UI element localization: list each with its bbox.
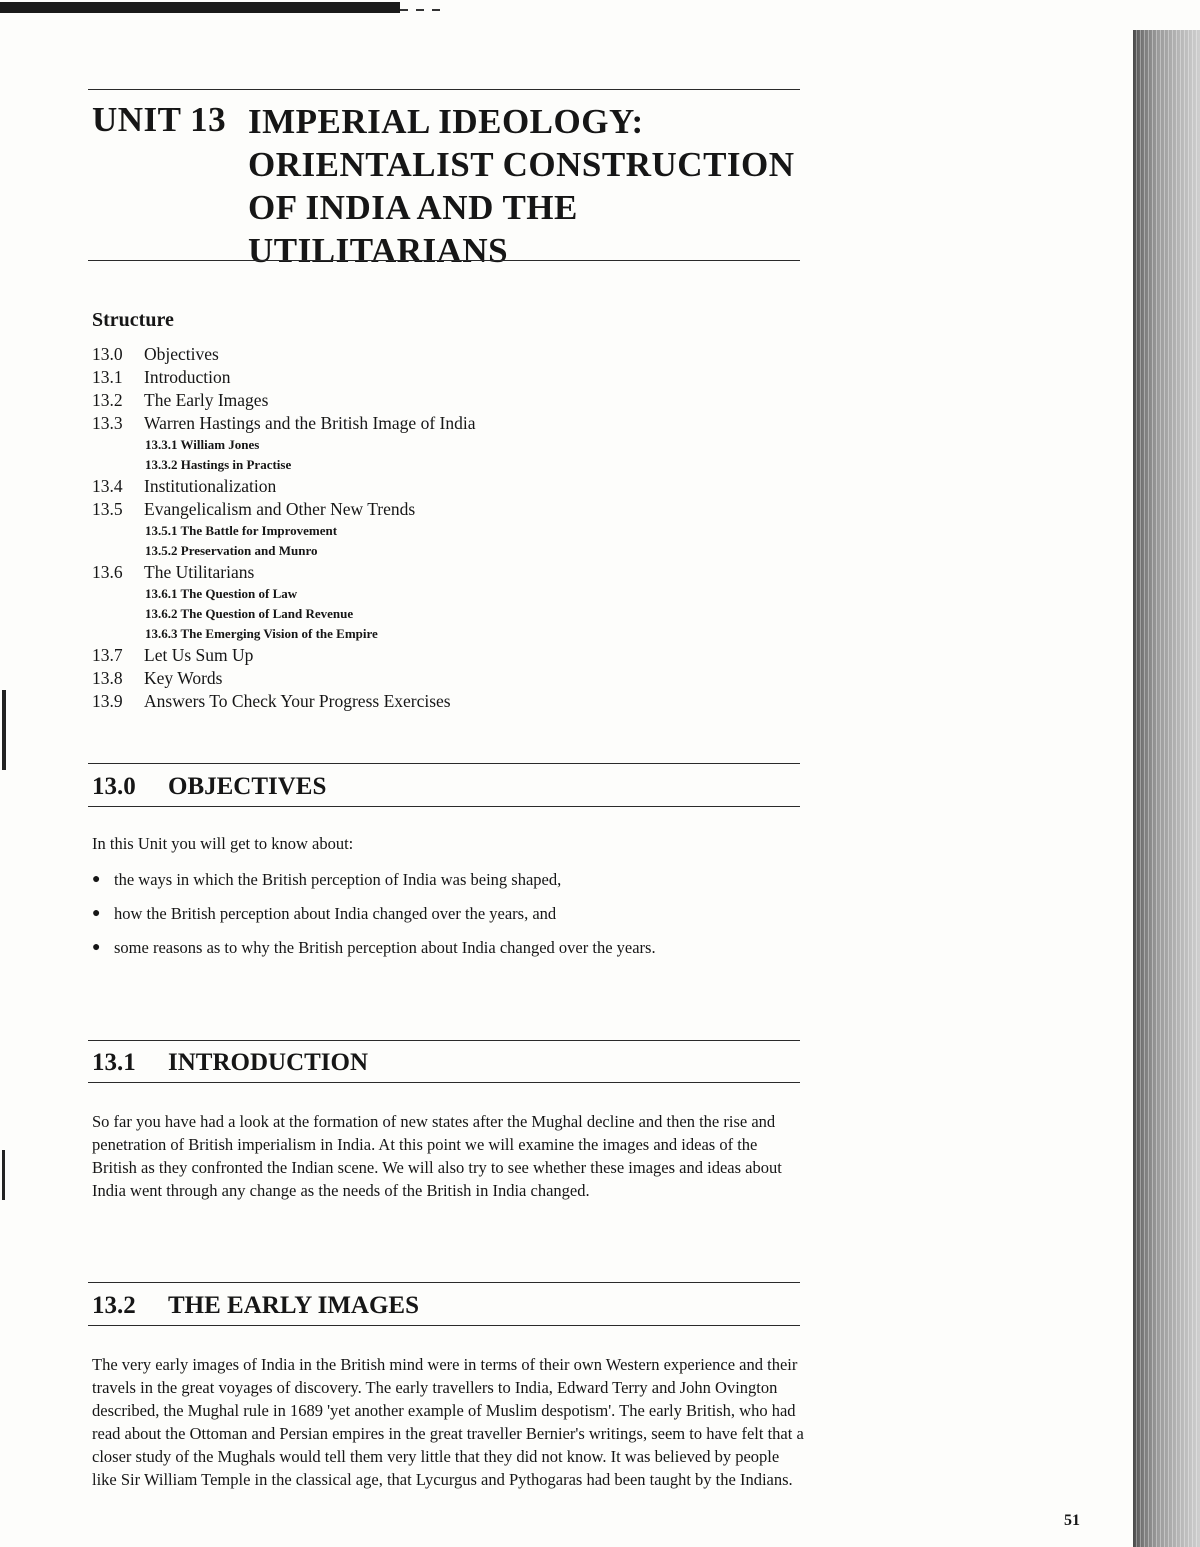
toc-subitem: 13.3.1 William Jones [145,437,260,452]
toc-item-number: 13.4 [92,476,123,496]
margin-mark [2,1150,5,1200]
toc-item [92,366,475,389]
toc-item [92,498,475,521]
toc-item-number: 13.2 [92,390,123,410]
toc-item-label: The Utilitarians [144,562,255,582]
toc-subitem: 13.3.2 Hastings in Practise [145,457,292,472]
unit-title-line: ORIENTALIST CONSTRUCTION [248,145,795,184]
toc-item-label: Evangelicalism and Other New Trends [144,499,416,519]
scanned-page-edge [1133,30,1200,1547]
toc-item-label: Let Us Sum Up [144,645,254,665]
toc-item-label: Objectives [144,344,219,364]
toc-item [92,690,475,713]
toc-subitem: 13.6.1 The Question of Law [145,586,298,601]
bullet-icon: ● [92,906,101,921]
section-top-rule [88,1040,800,1041]
section-number: 13.0 [92,773,136,800]
toc-item-label: Introduction [144,367,231,387]
list-item [92,868,792,891]
toc-item-number: 13.5 [92,499,123,519]
toc-subitem: 13.6.3 The Emerging Vision of the Empire [145,626,378,641]
toc-item-label: Warren Hastings and the British Image of India [144,413,476,433]
toc-subitem: 13.6.2 The Question of Land Revenue [145,606,354,621]
section-number: 13.1 [92,1049,136,1076]
bullet-text: the ways in which the British perception of India was being shaped, [114,870,562,889]
unit-title-line: IMPERIAL IDEOLOGY: [248,102,644,141]
section-title: OBJECTIVES [168,773,327,800]
margin-mark [2,690,6,770]
toc-item-number: 13.3 [92,413,123,433]
toc-item-label: Key Words [144,668,223,688]
toc-item [92,475,475,498]
section-top-rule [88,1282,800,1283]
page-number: 51 [1064,1512,1080,1529]
unit-title-line: OF INDIA AND THE [248,188,578,227]
objectives-intro: In this Unit you will get to know about: [92,834,354,853]
objectives-list [92,868,792,970]
section-bottom-rule [88,806,800,807]
section-title: THE EARLY IMAGES [168,1292,419,1319]
section-title: INTRODUCTION [168,1049,369,1076]
early-images-heading [92,1292,419,1320]
toc-item-number: 13.9 [92,691,123,711]
section-bottom-rule [88,1082,800,1083]
toc-item-label: Answers To Check Your Progress Exercises [144,691,451,711]
toc-subitem: 13.5.1 The Battle for Improvement [145,523,338,538]
structure-heading: Structure [92,309,174,331]
toc-item-label: Institutionalization [144,476,277,496]
bullet-text: some reasons as to why the British perception about India changed over the years. [114,938,656,957]
bullet-text: how the British perception about India changed over the years, and [114,904,557,923]
bullet-icon: ● [92,940,101,955]
introduction-heading [92,1049,368,1077]
list-item [92,936,792,959]
toc-item-number: 13.8 [92,668,123,688]
toc-item-number: 13.7 [92,645,123,665]
introduction-paragraph: So far you have had a look at the formation of new states after the Mughal decline and then the rise and penetration of British imperialism in India. At this point we will examine the images and ideas of the British as they confronted the Indian scene. We will also try to see whether these images and ideas about India went through any change as the needs of the British in India changed. [92,1112,782,1200]
title-bottom-rule [88,260,800,261]
bullet-icon: ● [92,872,101,887]
toc-item [92,389,475,412]
toc-subitem: 13.5.2 Preservation and Munro [145,543,318,558]
toc-item [92,343,475,366]
table-of-contents [92,343,475,713]
objectives-heading [92,773,326,801]
scan-top-bar [0,2,400,13]
early-images-paragraph: The very early images of India in the British mind were in terms of their own Western experience and their travels in the great voyages of discovery. The early travellers to India, Edward Terry and John Ovington described, the Mughal rule in 1689 'yet another example of Muslim despotism'. The early British, who had read about the Ottoman and Persian empires in the great traveller Bernier's writings, seem to have felt that a closer study of the Mughals would tell them very little that they did not know. It was believed by people like Sir William Temple in the classical age, that Lycurgus and Pythogaras had been taught by the Indians. [92,1355,804,1489]
unit-title-line: UTILITARIANS [248,231,509,270]
toc-item [92,561,475,584]
section-top-rule [88,763,800,764]
title-top-rule [88,89,800,90]
list-item [92,902,792,925]
toc-item-label: The Early Images [144,390,269,410]
toc-item-number: 13.0 [92,344,123,364]
section-number: 13.2 [92,1292,136,1319]
toc-item [92,667,475,690]
unit-title [248,100,795,272]
toc-item [92,412,475,435]
scan-top-bar-tail [400,9,446,11]
toc-item-number: 13.6 [92,562,123,582]
section-bottom-rule [88,1325,800,1326]
toc-item-number: 13.1 [92,367,123,387]
toc-item [92,644,475,667]
unit-number: UNIT 13 [92,100,227,139]
